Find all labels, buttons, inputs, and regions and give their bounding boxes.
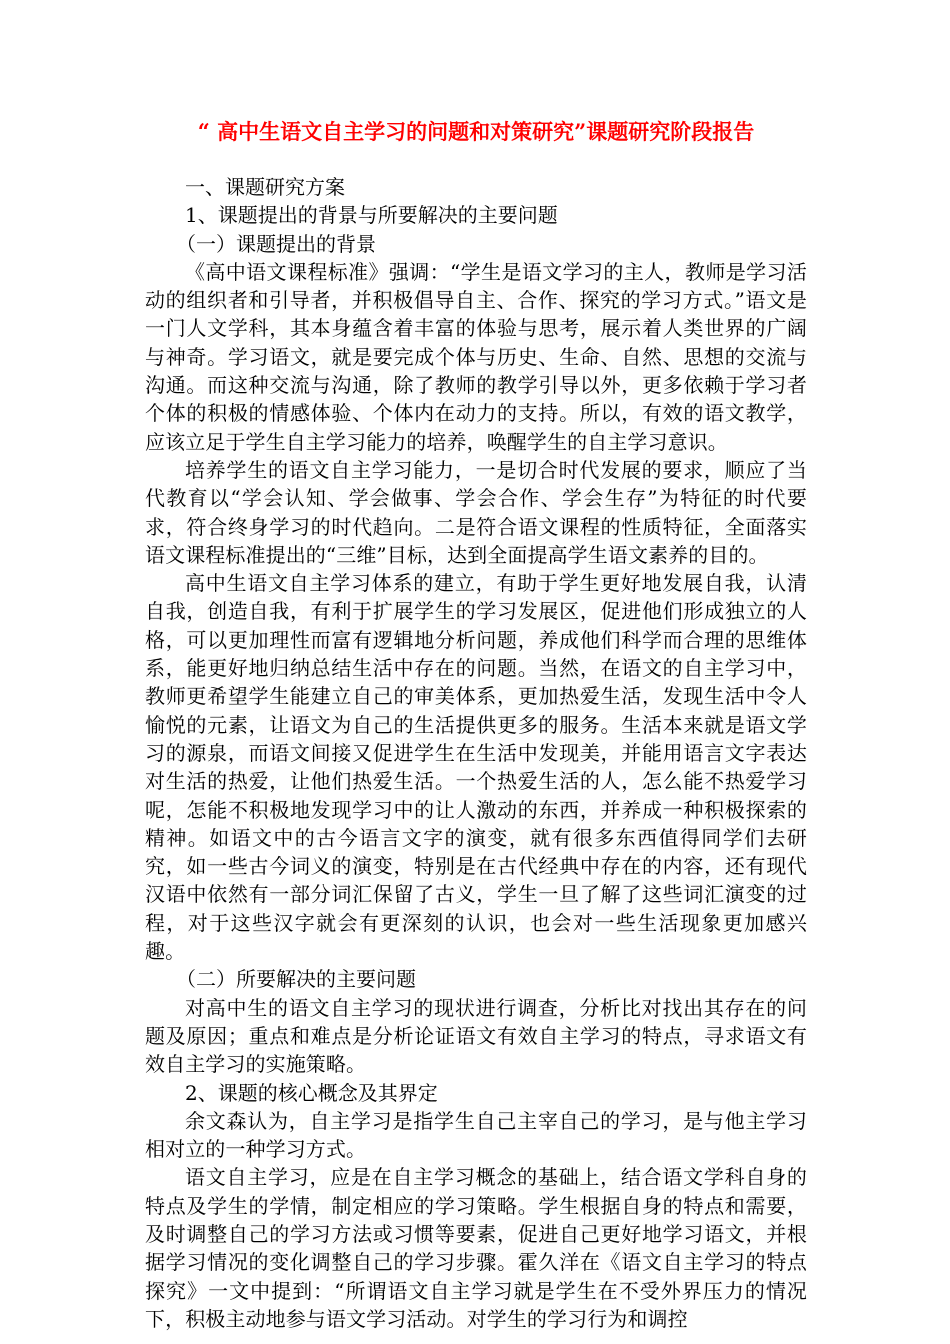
subsection-heading-background-problems: 1、课题提出的背景与所要解决的主要问题 (185, 203, 558, 228)
paragraph-yu-wensen: 余文森认为，自主学习是指学生自己主宰自己的学习，是与他主学习相对立的一种学习方式。 (145, 1108, 807, 1162)
paragraph-system-establishment: 高中生语文自主学习体系的建立，有助于学生更好地发展自我，认清自我，创造自我，有利于扩展学生的学习发展区，促进他们形成独立的人格，可以更加理性而富有逻辑地分析问题，养成他们科学而合理的思维体系，能更好地归纳总结生活中存在的问题。当然，在语文的自主学习中，教师更希望学生能建立自己的审美体系，更加热爱生活，发现生活中令人愉悦的元素，让语文为自己的生活提供更多的服务。生活本来就是语文学习的源泉，而语文间接又促进学生在生活中发现美，并能用语言文字表达对生活的热爱，让他们热爱生活。一个热爱生活的人，怎么能不热爱学习呢，怎能不积极地发现学习中的让人激动的东西，并养成一种积极探索的精神。如语文中的古今语言文字的演变，就有很多东西值得同学们去研究，如一些古今词义的演变，特别是在古代经典中存在的内容，还有现代汉语中依然有一部分词汇保留了古义，学生一旦了解了这些词汇演变的过程，对于这些汉字就会有更深刻的认识，也会对一些生活现象更加感兴趣。 (145, 571, 807, 964)
document-title: “ 高中生语文自主学习的问题和对策研究”课题研究阶段报告 (197, 119, 755, 144)
part-heading-background: （一）课题提出的背景 (176, 231, 376, 256)
document-page (145, 118, 807, 1333)
paragraph-chinese-self-learning: 语文自主学习，应是在自主学习概念的基础上，结合语文学科自身的特点及学生的学情，制定相应的学习策略。学生根据自身的特点和需要，及时调整自己的学习方法或习惯等要素，促进自己更好地学习语文，并根据学习情况的变化调整自己的学习步骤。霍久洋在《语文自主学习的特点探究》一文中提到：“所谓语文自主学习就是学生在不受外界压力的情况下，积极主动地参与语文学习活动。对学生的学习行为和调控 (145, 1165, 807, 1331)
paragraph-cultivate-ability: 培养学生的语文自主学习能力，一是切合时代发展的要求，顺应了当代教育以“学会认知、学会做事、学会合作、学会生存”为特征的时代要求，符合终身学习的时代趋向。二是符合语文课程的性质特征，全面落实语文课程标准提出的“三维”目标，达到全面提高学生语文素养的目的。 (145, 457, 807, 567)
section-heading-research-plan: 一、课题研究方案 (185, 175, 345, 199)
paragraph-main-problems: 对高中生的语文自主学习的现状进行调查，分析比对找出其存在的问题及原因；重点和难点是分析论证语文有效自主学习的特点，寻求语文有效自主学习的实施策略。 (145, 995, 807, 1077)
paragraph-curriculum-standard: 《高中语文课程标准》强调：“学生是语文学习的主人，教师是学习活动的组织者和引导者，并积极倡导自主、合作、探究的学习方式。”语文是一门人文学科，其本身蕴含着丰富的体验与思考，展示着人类世界的广阔与神奇。学习语文，就是要完成个体与历史、生命、自然、思想的交流与沟通。而这种交流与沟通，除了教师的教学引导以外，更多依赖于学习者个体的积极的情感体验、个体内在动力的支持。所以，有效的语文教学，应该立足于学生自主学习能力的培养，唤醒学生的自主学习意识。 (145, 259, 807, 454)
subsection-heading-core-concepts: 2、课题的核心概念及其界定 (185, 1080, 438, 1105)
part-heading-main-problems: （二）所要解决的主要问题 (176, 967, 416, 992)
